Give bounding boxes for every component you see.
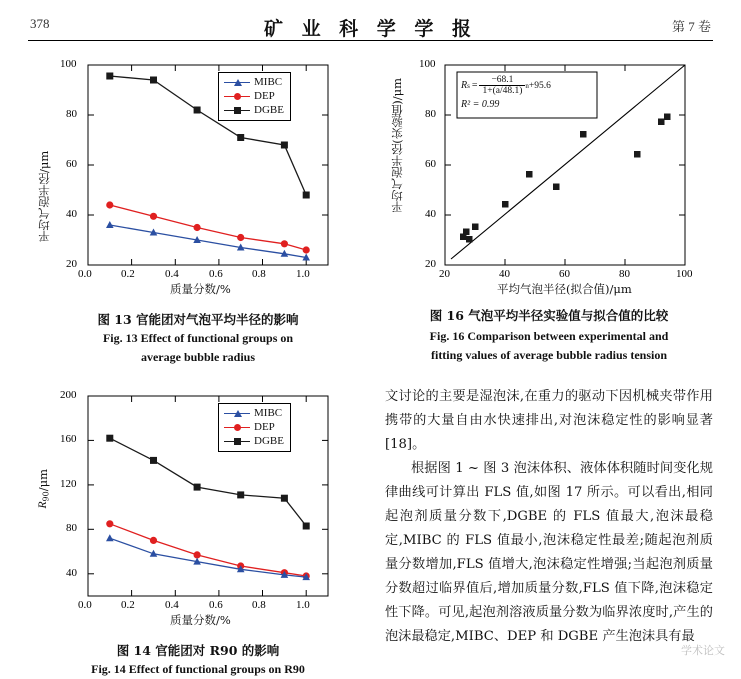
figure-16-ytick-40: 40 (425, 208, 436, 220)
legend-label-mibc: MIBC (254, 407, 283, 419)
figure-13-ytick-20: 20 (66, 258, 77, 270)
figure-16-ytick-100: 100 (419, 58, 436, 70)
figure-14-caption-cn: 图 14 官能团对 R90 的影响 (116, 643, 280, 658)
legend-item-mibc (224, 406, 284, 420)
figure-13-xtick-5: 1.0 (296, 268, 310, 280)
legend-label-dgbe: DGBE (254, 435, 284, 447)
figure-13-legend (218, 72, 291, 121)
watermark: 学术论文 (681, 644, 725, 657)
equation-numerator: −68.1 (479, 75, 525, 86)
figure-14-xtick-2: 0.4 (165, 599, 179, 611)
equation-denominator: 1+(a/48.1) (482, 86, 523, 96)
legend-item-dgbe (224, 434, 284, 448)
figure-13-ytick-100: 100 (60, 58, 77, 70)
figure-14-ytick-120: 120 (60, 478, 77, 490)
figure-14-svg (28, 381, 368, 621)
equation-r2: R² = 0.99 (461, 99, 500, 110)
figure-13-caption-cn: 图 13 官能团对气泡平均半径的影响 (97, 312, 299, 327)
figure-14-ytick-160: 160 (60, 433, 77, 445)
dep-symbol (224, 421, 250, 433)
legend-item-mibc (224, 75, 284, 89)
figure-16-ytick-80: 80 (425, 108, 436, 120)
figure-13 (28, 50, 368, 300)
legend-item-dgbe (224, 103, 284, 117)
figure-16-equation: R s = $\frac{-68.1}{1+(a/48.1)}$ n +95.6 R² = 0.99 (461, 75, 593, 115)
figure-16-ylabel: 平均气泡半径(实验值)/μm (390, 78, 404, 213)
figure-13-caption-en-2: average bubble radius (140, 350, 255, 364)
figure-16-xlabel: 平均气泡半径(拟合值)/μm (497, 282, 632, 296)
page-number: 378 (30, 16, 50, 31)
figure-14-plot (28, 381, 368, 627)
figure-13-xtick-3: 0.6 (209, 268, 223, 280)
figure-14-xtick-3: 0.6 (209, 599, 223, 611)
figure-13-svg (28, 50, 368, 290)
legend-label-dep: DEP (254, 421, 275, 433)
volume-label: 第 7 卷 (671, 19, 711, 34)
figure-16-caption-cn: 图 16 气泡平均半径实验值与拟合值的比较 (429, 308, 669, 323)
figure-13-caption (28, 310, 368, 367)
figure-14-xtick-4: 0.8 (252, 599, 266, 611)
figure-16-xtick-60: 60 (559, 268, 570, 280)
figure-13-ytick-80: 80 (66, 108, 77, 120)
figure-13-xtick-2: 0.4 (165, 268, 179, 280)
figure-14-ytick-80: 80 (66, 522, 77, 534)
equation-tail: +95.6 (528, 80, 551, 91)
legend-item-dep (224, 89, 284, 103)
figure-13-ytick-60: 60 (66, 158, 77, 170)
header-rule (28, 40, 713, 41)
figure-16-ytick-60: 60 (425, 158, 436, 170)
figure-14-ytick-40: 40 (66, 567, 77, 579)
figure-13-xtick-4: 0.8 (252, 268, 266, 280)
legend-label-dep: DEP (254, 90, 275, 102)
figure-14-xtick-1: 0.2 (121, 599, 135, 611)
figure-16 (385, 50, 713, 298)
figure-14-xlabel: 质量分数/% (170, 613, 231, 627)
figure-13-ytick-40: 40 (66, 208, 77, 220)
legend-label-mibc: MIBC (254, 76, 283, 88)
legend-item-dep (224, 420, 284, 434)
figure-16-ytick-20: 20 (425, 258, 436, 270)
body-text (385, 385, 713, 649)
dgbe-symbol (224, 435, 250, 447)
figure-13-xtick-1: 0.2 (121, 268, 135, 280)
figure-13-xlabel: 质量分数/% (170, 282, 231, 296)
figure-13-plot (28, 50, 368, 296)
figure-14-xtick-0: 0.0 (78, 599, 92, 611)
figure-14-xtick-5: 1.0 (296, 599, 310, 611)
figure-14-legend (218, 403, 291, 452)
page-header (0, 14, 741, 40)
right-column (385, 50, 713, 649)
dgbe-symbol (224, 104, 250, 116)
paragraph-1: 文讨论的主要是湿泡沫,在重力的驱动下因机械夹带作用携带的大量自由水快速排出,对泡沫稳定性的影响显著[18]。 (385, 389, 713, 452)
figure-16-caption-en-1: Fig. 16 Comparison between experimental and (429, 329, 669, 343)
legend-label-dgbe: DGBE (254, 104, 284, 116)
figure-13-ylabel: 平均气泡半径/μm (37, 150, 51, 242)
paragraph-2: 根据图 1 ~ 图 3 泡沫体积、液体体积随时间变化规律曲线可计算出 FLS 值,如图 17 所示。可以看出,相同起泡剂质量分数下,DGBE 的 FLS 值最大,泡沫最稳定,MIBC 的 FLS 值最小,泡沫稳定性最差;随起泡剂质量分数增加,FLS 值增大,泡沫稳定性增强;当起泡剂质量分数超过临界值后,增加质量分数,FLS 值下降,泡沫稳定性下降。可见,起泡剂溶液质量分数为临界浓度时,产生的泡沫最稳定,MIBC、DEP 和 DGBE 产生泡沫具有最 (385, 461, 713, 644)
dep-symbol (224, 90, 250, 102)
figure-16-plot (385, 50, 713, 296)
figure-14-ylabel: $R_{90}/\mu m$ (36, 469, 51, 509)
figure-14-caption-en: Fig. 14 Effect of functional groups on R90 (91, 662, 305, 676)
figure-16-xtick-20: 20 (439, 268, 450, 280)
figure-16-xtick-100: 100 (676, 268, 693, 280)
figure-16-xtick-40: 40 (499, 268, 510, 280)
mibc-symbol (224, 76, 250, 88)
figure-16-caption (385, 306, 713, 365)
figure-13-xtick-0: 0.0 (78, 268, 92, 280)
figure-14 (28, 381, 368, 631)
mibc-symbol (224, 407, 250, 419)
figure-14-ytick-200: 200 (60, 389, 77, 401)
figure-13-caption-en-1: Fig. 13 Effect of functional groups on (102, 331, 294, 345)
figure-16-caption-en-2: fitting values of average bubble radius tension (430, 348, 667, 362)
figure-16-xtick-80: 80 (619, 268, 630, 280)
journal-title: 矿 业 科 学 学 报 (263, 18, 478, 40)
left-column (28, 50, 368, 679)
figure-14-caption (28, 641, 368, 679)
